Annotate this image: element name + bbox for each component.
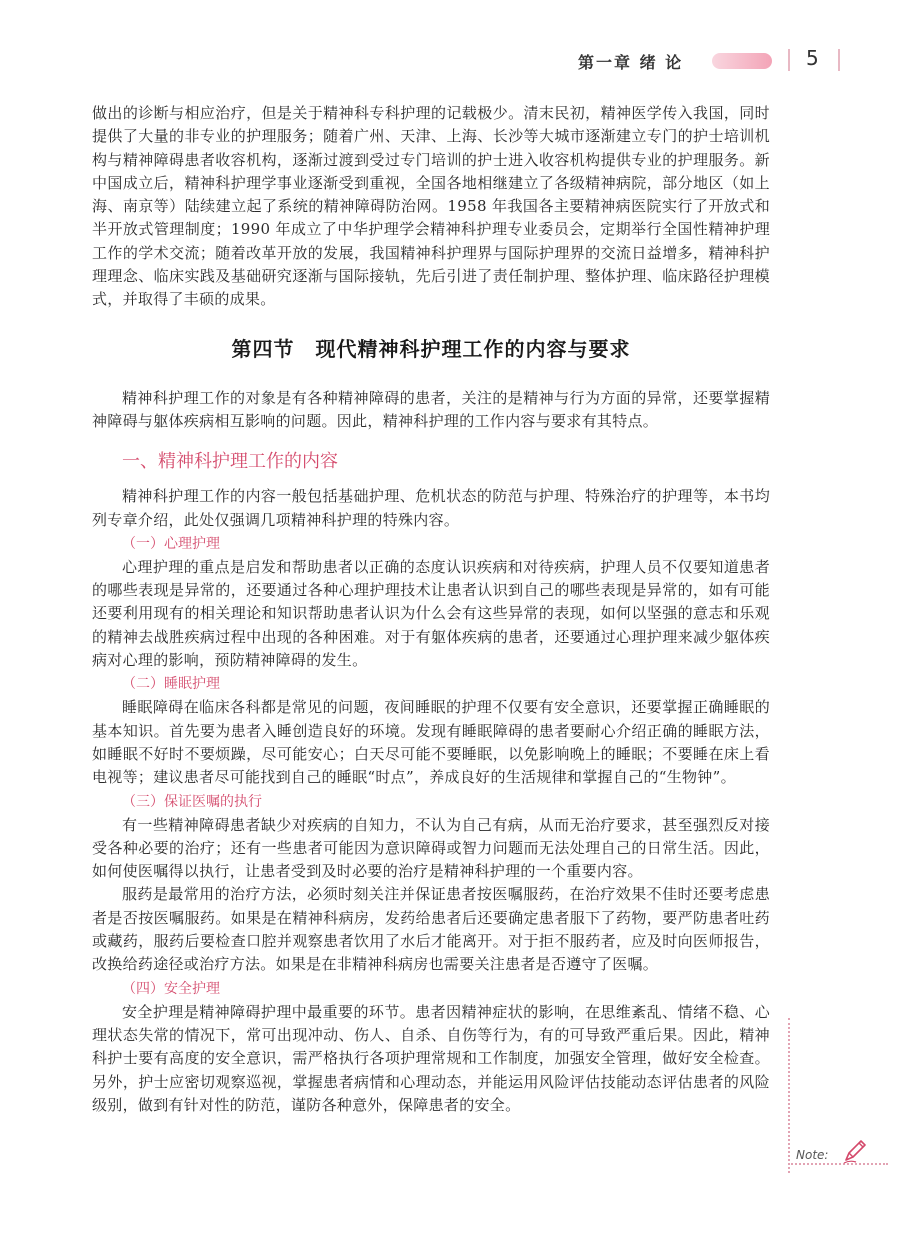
sub-subsection-heading: （三）保证医嘱的执行 [122, 793, 262, 810]
chapter-title: 第一章 绪 论 [578, 53, 684, 72]
paragraph: 精神科护理工作的内容一般包括基础护理、危机状态的防范与护理、特殊治疗的护理等，本书均列专章介绍，此处仅强调几项精神科护理的特殊内容。 [92, 487, 770, 529]
note-label: Note: [796, 1148, 829, 1162]
note-margin-line [788, 1018, 790, 1173]
sub-subsection-heading: （一）心理护理 [122, 535, 220, 552]
section-title: 第四节 现代精神科护理工作的内容与要求 [231, 336, 631, 361]
header-decoration-bar [712, 53, 772, 69]
note-underline [788, 1163, 888, 1165]
page-body [92, 102, 770, 1117]
paragraph: 有一些精神障碍患者缺少对疾病的自知力，不认为自己有病，从而无治疗要求，甚至强烈反对接受各种必要的治疗；还有一些患者可能因为意识障碍或智力问题而无法处理自己的日常生活。因此，如何使医嘱得以执行，让患者受到及时必要的治疗是精神科护理的一个重要内容。 [92, 815, 770, 881]
header-divider [788, 49, 790, 71]
paragraph: 服药是最常用的治疗方法，必须时刻关注并保证患者按医嘱服药，在治疗效果不佳时还要考虑患者是否按医嘱服药。如果是在精神科病房，发药给患者后还要确定患者服下了药物，要严防患者吐药或藏药，服药后要检查口腔并观察患者饮用了水后才能离开。对于拒不服药者，应及时向医师报告，改换给药途径或治疗方法。如果是在非精神科病房也需要关注患者是否遵守了医嘱。 [92, 885, 770, 974]
sub-subsection-heading: （四）安全护理 [122, 980, 220, 997]
paragraph: 做出的诊断与相应治疗，但是关于精神科专科护理的记载极少。清末民初，精神医学传入我国，同时提供了大量的非专业的护理服务；随着广州、天津、上海、长沙等大城市逐渐建立专门的护士培训机构与精神障碍患者收容机构，逐渐过渡到受过专门培训的护士进入收容机构提供专业的护理服务。新中国成立后，精神科护理学事业逐渐受到重视，全国各地相继建立了各级精神病院，部分地区（如上海、南京等）陆续建立起了系统的精神障碍防治网。1958 年我国各主要精神病医院实行了开放式和半开放式管理制度；1990 年成立了中华护理学会精神科护理专业委员会，定期举行全国性精神护理工作的学术交流；随着改革开放的发展，我国精神科护理界与国际护理界的交流日益增多，精神科护理理念、临床实践及基础研究逐渐与国际接轨，先后引进了责任制护理、整体护理、临床路径护理模式，并取得了丰硕的成果。 [92, 104, 770, 309]
header-divider [838, 49, 840, 71]
paragraph: 安全护理是精神障碍护理中最重要的环节。患者因精神症状的影响，在思维紊乱、情绪不稳、心理状态失常的情况下，常可出现冲动、伤人、自杀、自伤等行为，有的可导致严重后果。因此，精神科护士要有高度的安全意识，需严格执行各项护理常规和工作制度，加强安全管理，做好安全检查。另外，护士应密切观察巡视，掌握患者病情和心理动态，并能运用风险评估技能动态评估患者的风险级别，做到有针对性的防范，谨防各种意外，保障患者的安全。 [92, 1002, 770, 1114]
paragraph: 睡眠障碍在临床各科都是常见的问题，夜间睡眠的护理不仅要有安全意识，还要掌握正确睡眠的基本知识。首先要为患者入睡创造良好的环境。发现有睡眠障碍的患者要耐心介绍正确的睡眠方法，如睡眠不好时不要烦躁，尽可能安心；白天尽可能不要睡眠，以免影响晚上的睡眠；不要睡在床上看电视等；建议患者尽可能找到自己的睡眠“时点”，养成良好的生活规律和掌握自己的“生物钟”。 [92, 698, 770, 787]
paragraph: 心理护理的重点是启发和帮助患者以正确的态度认识疾病和对待疾病，护理人员不仅要知道患者的哪些表现是异常的，还要通过各种心理护理技术让患者认识到自己的哪些表现是异常的，如有可能还要利用现有的相关理论和知识帮助患者认识为什么会有这些异常的表现，如何以坚强的意志和乐观的精神去战胜疾病过程中出现的各种困难。对于有躯体疾病的患者，还要通过心理护理来减少躯体疾病对心理的影响，预防精神障碍的发生。 [92, 557, 770, 670]
pencil-icon [842, 1138, 868, 1164]
sub-subsection-heading: （二）睡眠护理 [122, 676, 220, 693]
subsection-heading: 一、精神科护理工作的内容 [122, 451, 338, 473]
paragraph: 精神科护理工作的对象是有各种精神障碍的患者，关注的是精神与行为方面的异常，还要掌握精神障碍与躯体疾病相互影响的问题。因此，精神科护理的工作内容与要求有其特点。 [92, 388, 770, 430]
page-header [0, 0, 900, 80]
page-number: 5 [806, 46, 819, 70]
